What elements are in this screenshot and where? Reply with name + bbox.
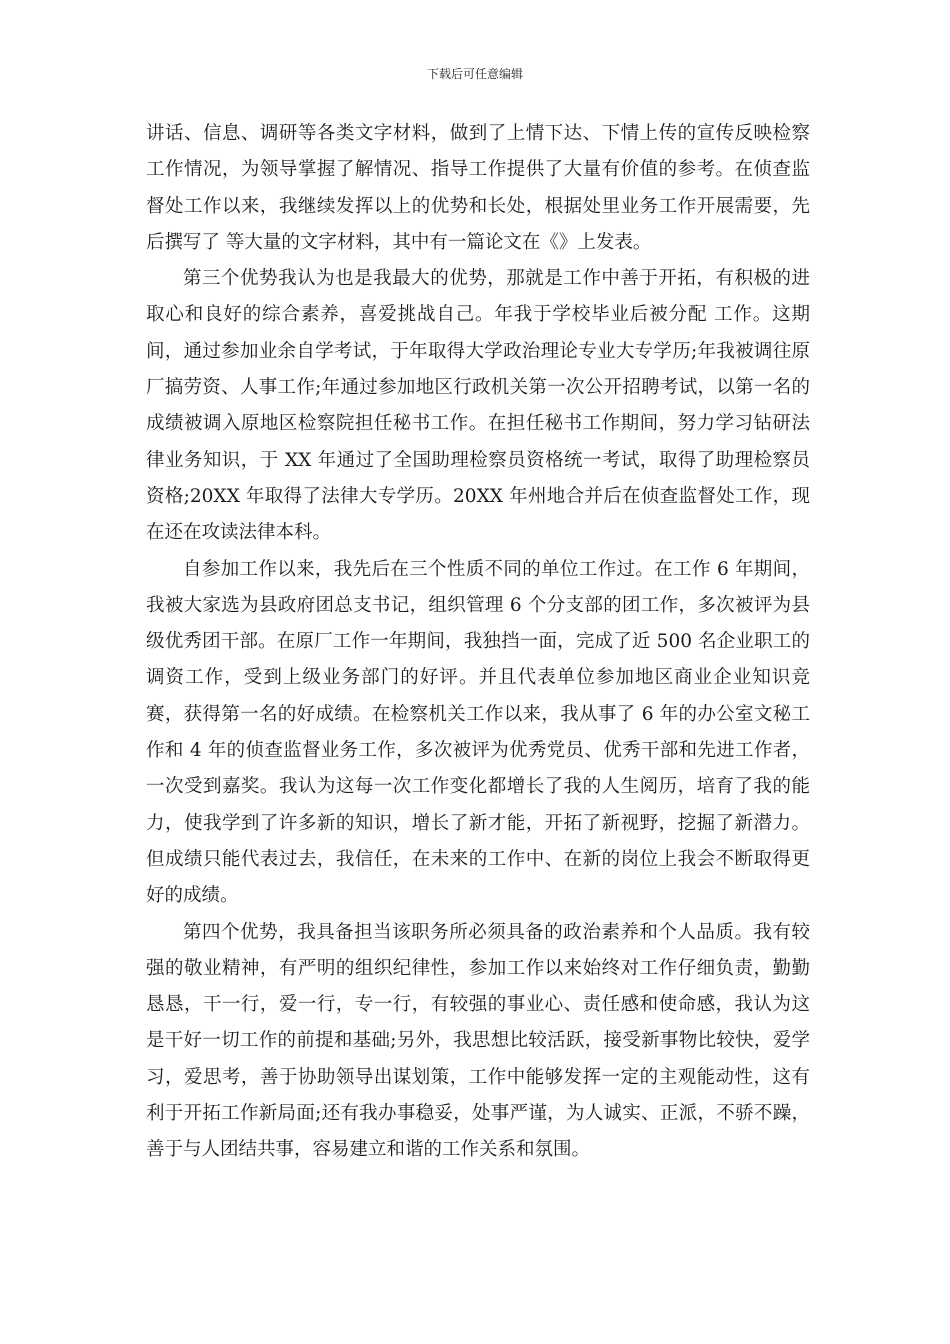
page-header: 下载后可任意编辑 (426, 67, 523, 81)
paragraph-fourth-advantage: 第四个优势，我具备担当该职务所必须具备的政治素养和个人品质。我有较强的敬业精神，有严明的组织纪律性，参加工作以来始终对工作仔细负责，勤勤恳恳，干一行，爱一行，专一行，有较强的事业心、责任感和使命感，我认为这是干好一切工作的前提和基础;另外，我思想比较活跃，接受新事物比较快，爱学习，爱思考，善于协助领导出谋划策，工作中能够发挥一定的主观能动性，这有利于开拓工作新局面;还有我办事稳妥，处事严谨，为人诚实、正派，不骄不躁，善于与人团结共事，容易建立和谐的工作关系和氛围。 (146, 921, 810, 1161)
paragraph-continuation: 讲话、信息、调研等各类文字材料，做到了上情下达、下情上传的宣传反映检察工作情况，为领导掌握了解情况、指导工作提供了大量有价值的参考。在侦查监督处工作以来，我继续发挥以上的优势和长处，根据处里业务工作开展需要，先后撰写了 等大量的文字材料，其中有一篇论文在《》上发表。 (146, 123, 810, 253)
paragraph-third-advantage: 第三个优势我认为也是我最大的优势，那就是工作中善于开拓，有积极的进取心和良好的综合素养，喜爱挑战自己。年我于学校毕业后被分配 工作。这期间，通过参加业余自学考试，于年取得大学政治理论专业大专学历;年我被调往原厂搞劳资、人事工作;年通过参加地区行政机关第一次公开招聘考试，以第一名的成绩被调入原地区检察院担任秘书工作。在担任秘书工作期间，努力学习钻研法律业务知识，于 XX 年通过了全国助理检察员资格统一考试，取得了助理检察员资格;20XX 年取得了法律大专学历。20XX 年州地合并后在侦查监督处工作，现在还在攻读法律本科。 (146, 268, 810, 544)
document-body (146, 116, 810, 1169)
paragraph-work-experience: 自参加工作以来，我先后在三个性质不同的单位工作过。在工作 6 年期间，我被大家选为县政府团总支书记，组织管理 6 个分支部的团工作，多次被评为县级优秀团干部。在原厂工作一年期间，我独挡一面，完成了近 500 名企业职工的调资工作，受到上级业务部门的好评。并且代表单位参加地区商业企业知识竞赛，获得第一名的好成绩。在检察机关工作以来，我从事了 6 年的办公室文秘工作和 4 年的侦查监督业务工作，多次被评为优秀党员、优秀干部和先进工作者，一次受到嘉奖。我认为这每一次工作变化都增长了我的人生阅历，培育了我的能力，使我学到了许多新的知识，增长了新才能，开拓了新视野，挖掘了新潜力。但成绩只能代表过去，我信任，在未来的工作中、在新的岗位上我会不断取得更好的成绩。 (146, 558, 810, 907)
